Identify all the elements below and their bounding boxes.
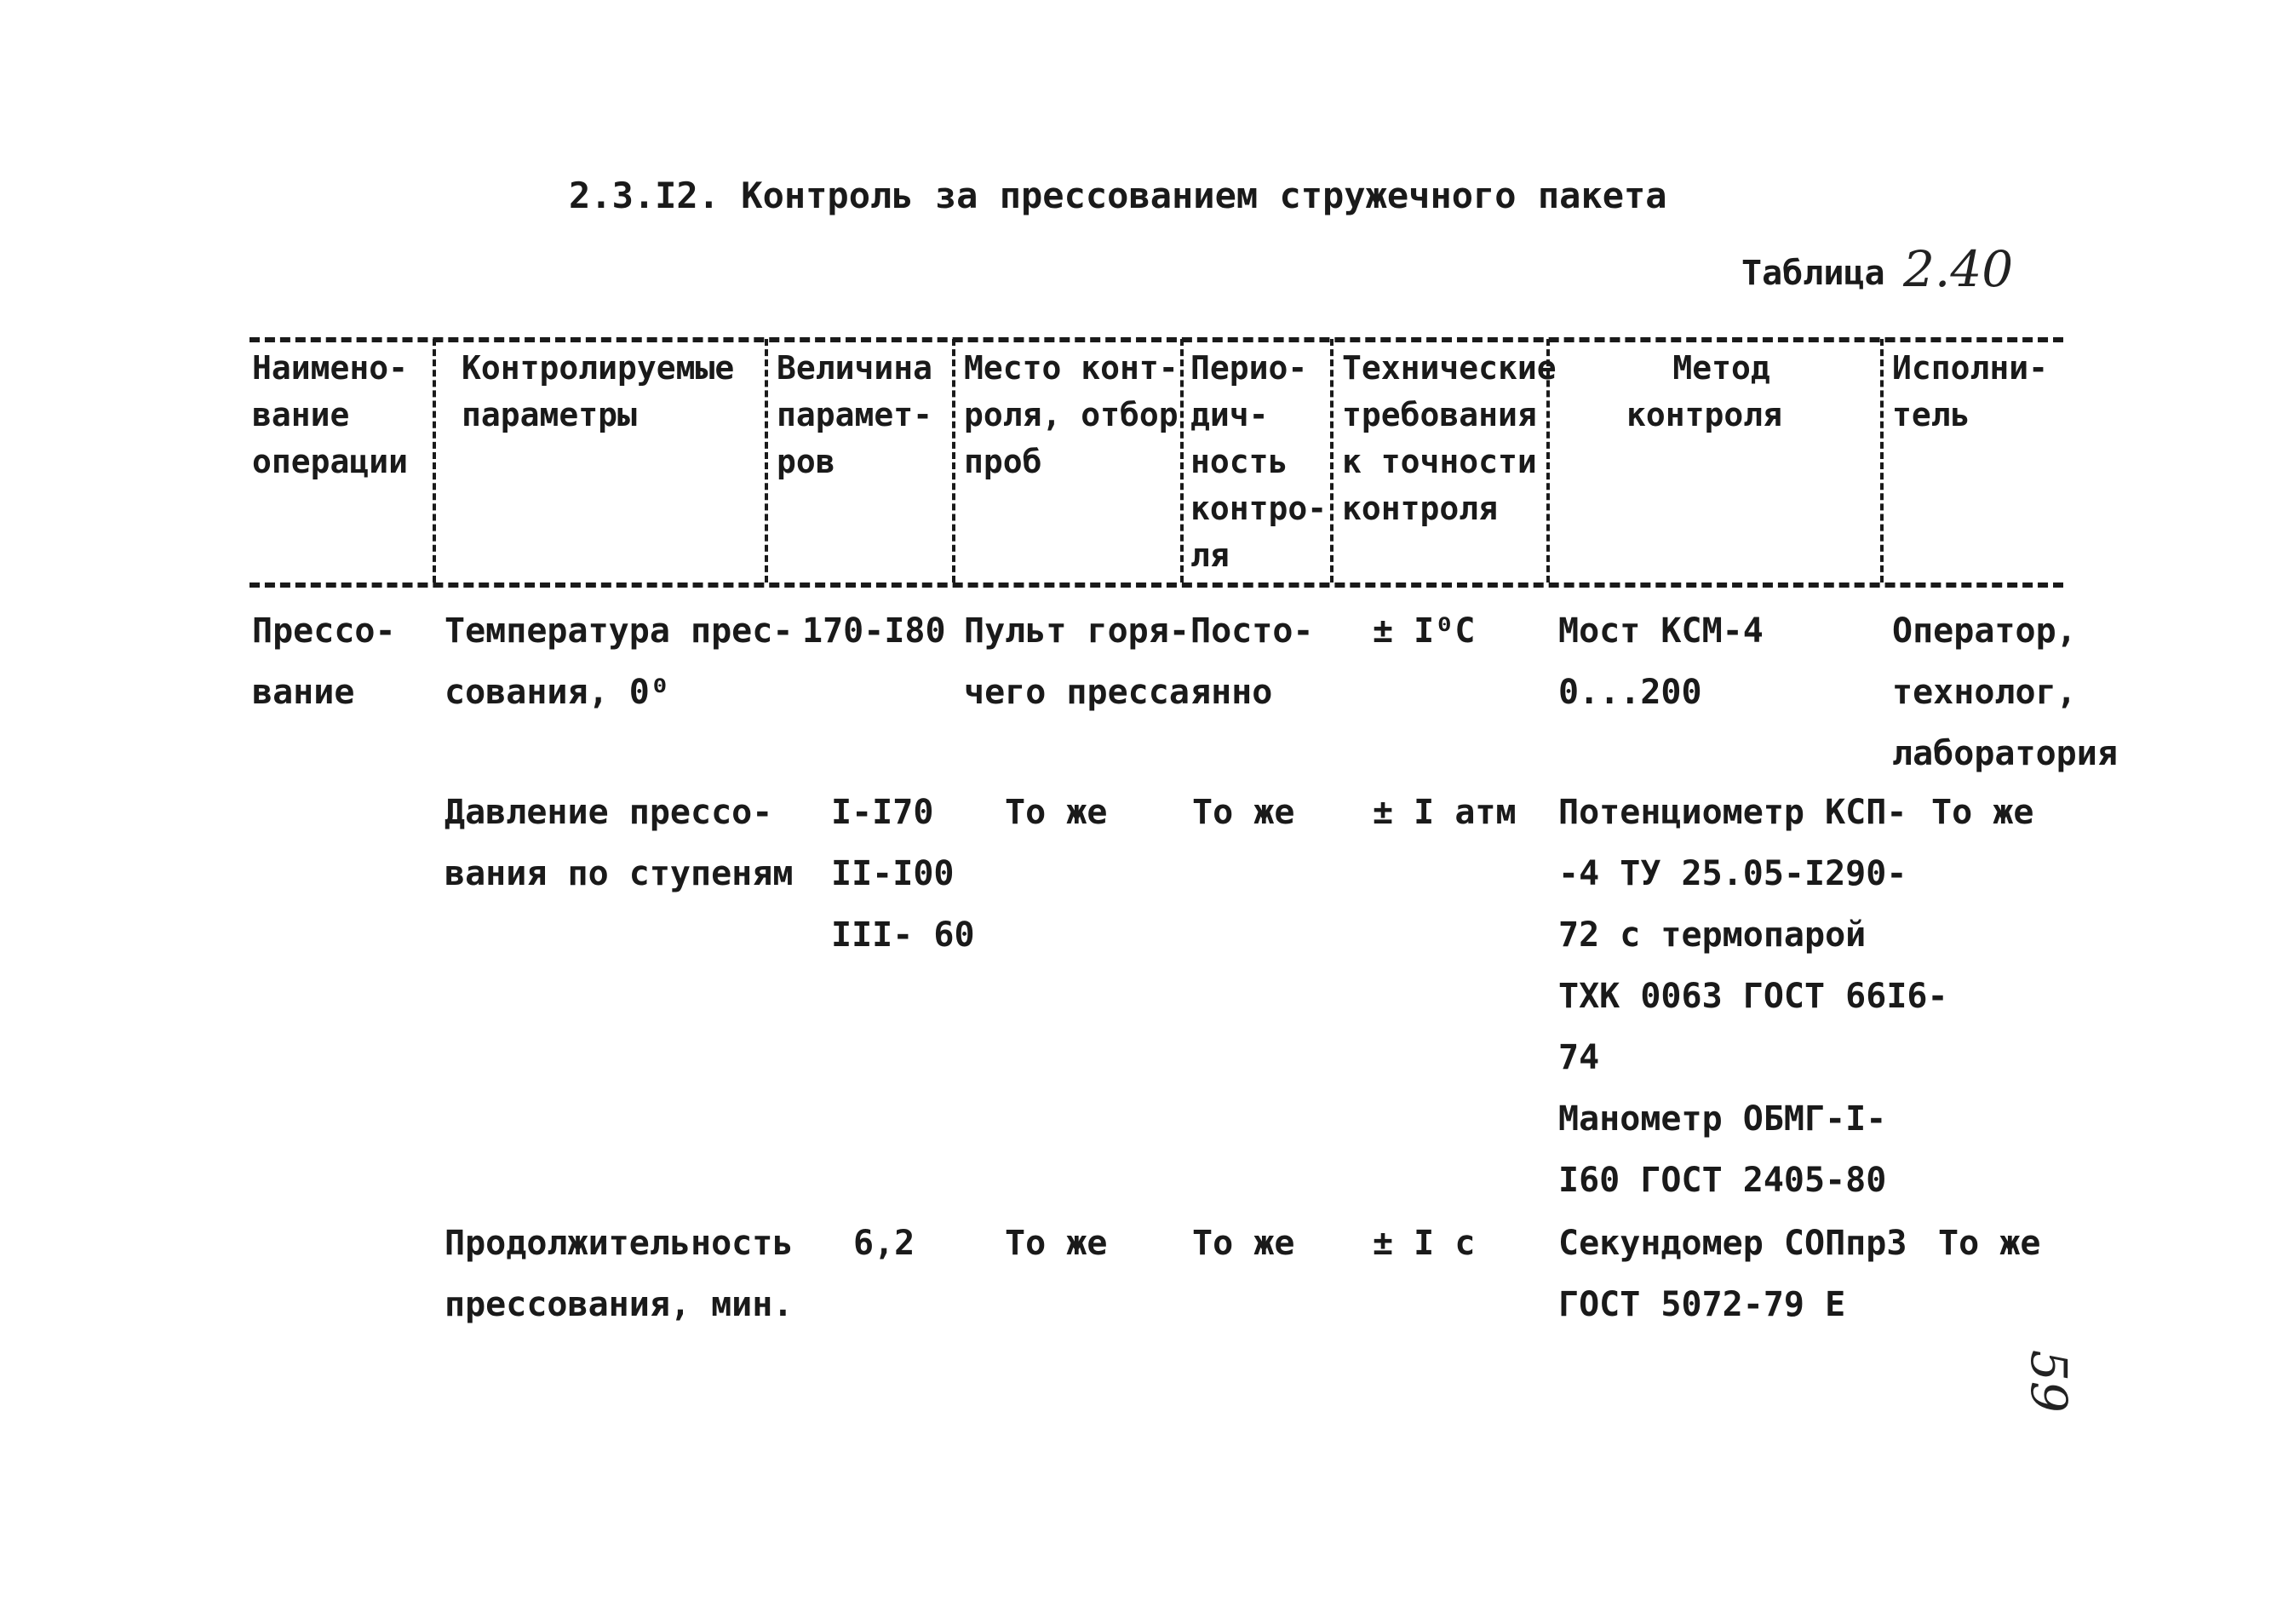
header-parameters: Контролируемые параметры xyxy=(462,349,735,433)
row3-period: То же xyxy=(1192,1224,1295,1263)
row1-operation: Прессо- вание xyxy=(252,611,396,712)
section-title: 2.3.I2. Контроль за прессованием стружечного пакета xyxy=(569,175,1667,216)
row1-value: 170-I80 xyxy=(802,611,946,651)
row3-parameter: Продолжительность прессования, мин. xyxy=(445,1224,794,1324)
table-label: Таблица xyxy=(1741,254,1885,293)
header-executor: Исполни- тель xyxy=(1892,349,2049,433)
header-value: Величина парамет- ров xyxy=(777,349,933,480)
row1-period: Посто- янно xyxy=(1190,611,1314,712)
row2-parameter: Давление прессо- вания по ступеням xyxy=(445,793,794,893)
header-top-rule xyxy=(249,337,2063,342)
column-separator xyxy=(765,339,768,582)
row3-value: 6,2 xyxy=(853,1224,915,1263)
row2-executor: То же xyxy=(1931,793,2034,832)
column-separator xyxy=(1330,339,1334,582)
column-separator xyxy=(1880,339,1884,582)
row3-accuracy: ± I с xyxy=(1373,1224,1476,1263)
row2-period: То же xyxy=(1192,793,1295,832)
header-method: Метод контроля xyxy=(1626,349,1783,433)
column-separator xyxy=(1180,339,1184,582)
row2-value: I-I70 II-I00 III- 60 xyxy=(831,793,975,955)
row1-executor: Оператор, технолог, лаборатория xyxy=(1892,611,2118,773)
row3-method: Секундомер СОПпр3 ГОСТ 5072-79 Е xyxy=(1558,1224,1907,1324)
row2-place: То же xyxy=(1005,793,1108,832)
row1-parameter: Температура прес- сования, 0⁰ xyxy=(445,611,794,712)
column-separator xyxy=(952,339,955,582)
row2-method: Потенциометр КСП- -4 ТУ 25.05-I290- 72 с термопарой ТХК 0063 ГОСТ 66I6- 74 Манометр ОБМГ-I- I60 ГОСТ 2405-80 xyxy=(1558,793,1948,1200)
table-number: 2.40 xyxy=(1903,240,2014,298)
row3-executor: То же xyxy=(1938,1224,2041,1263)
row2-accuracy: ± I атм xyxy=(1373,793,1517,832)
header-periodicity: Перио- дич- ность контро- ля xyxy=(1190,349,1328,574)
header-place: Место конт- роля, отбор проб xyxy=(964,349,1179,480)
header-accuracy: Технические требования к точности контроля xyxy=(1342,349,1557,527)
row3-place: То же xyxy=(1005,1224,1108,1263)
row1-method: Мост КСМ-4 0...200 xyxy=(1558,611,1764,712)
header-bottom-rule xyxy=(249,582,2063,588)
row1-place: Пульт горя- чего пресса xyxy=(964,611,1190,712)
header-operation: Наимено- вание операции xyxy=(252,349,409,480)
row1-accuracy: ± I⁰C xyxy=(1373,611,1476,651)
page-number: 59 xyxy=(2020,1350,2078,1413)
column-separator xyxy=(433,339,436,582)
